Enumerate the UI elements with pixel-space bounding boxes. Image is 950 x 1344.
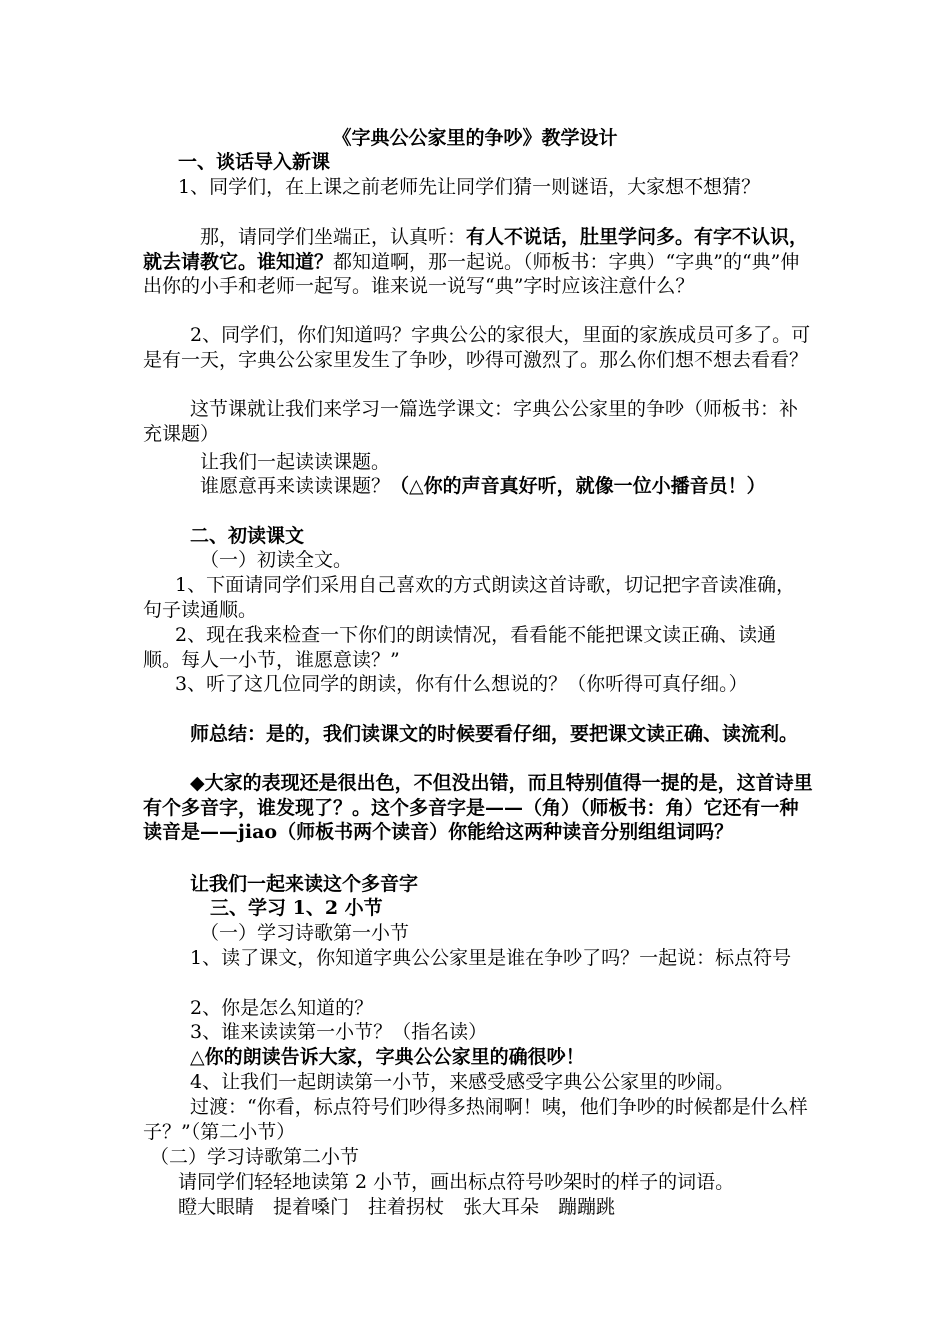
section-2-heading: 二、初读课文: [190, 525, 305, 547]
paragraph-text: 1、同学们，在上课之前老师先让同学们猜一则谜语，大家想不想猜？: [178, 176, 761, 198]
paragraph: 2、你是怎么知道的？: [190, 997, 374, 1019]
praise-text: （△你的声音真好听，就像一位小播音员！）: [390, 475, 766, 497]
riddle-text: 有人不说话，肚里学问多。有字不认识，就去请教它。谁知道？: [143, 226, 809, 273]
word-list: 瞪大眼睛 提着嗓门 拄着拐杖 张大耳朵 蹦蹦跳: [178, 1196, 616, 1218]
paragraph: 师总结：是的，我们读课文的时候要看仔细，要把课文读正确、读流利。: [190, 723, 799, 745]
subsection-heading: （一）初读全文。: [200, 549, 353, 571]
paragraph: 请同学们轻轻地读第 2 小节，画出标点符号吵架时的样子的词语。: [178, 1171, 735, 1193]
subsection-heading: （二）学习诗歌第二小节: [150, 1146, 360, 1168]
section-3-heading: 三、学习 1、2 小节: [210, 897, 383, 919]
paragraph: 让我们一起读读课题。: [200, 451, 391, 473]
paragraph: 让我们一起来读这个多音字: [190, 873, 419, 895]
paragraph: [143, 225, 813, 299]
paragraph: 4、让我们一起朗读第一小节，来感受感受字典公公家里的吵闹。: [190, 1071, 735, 1093]
paragraph-text: 谁愿意再来读读课题？: [200, 475, 391, 497]
paragraph: 这节课就让我们来学习一篇选学课文：字典公公家里的争吵（师板书：补充课题）: [143, 398, 799, 445]
paragraph: 3、谁来读读第一小节？（指名读）: [190, 1021, 488, 1043]
paragraph: [178, 175, 810, 200]
paragraph: [143, 474, 813, 499]
paragraph: 过渡：“你看，标点符号们吵得多热闹啊！咦，他们争吵的时候都是什么样子？”（第二小节）: [143, 1096, 808, 1143]
document-title: 《字典公公家里的争吵》教学设计: [332, 127, 618, 149]
paragraph: 1、下面请同学们采用自己喜欢的方式朗读这首诗歌，切记把字音读准确，句子读通顺。: [143, 574, 796, 621]
paragraph: 3、听了这几位同学的朗读，你有什么想说的？（你听得可真仔细。）: [175, 673, 748, 695]
subsection-heading: （一）学习诗歌第一小节: [200, 922, 410, 944]
paragraph: 2、同学们，你们知道吗？字典公公的家很大，里面的家族成员可多了。可是有一天，字典公公家里发生了争吵，吵得可激烈了。那么你们想不想去看看？: [143, 324, 811, 371]
paragraph: 1、读了课文，你知道字典公公家里是谁在争吵了吗？一起说：标点符号: [190, 947, 792, 969]
paragraph: △你的朗读告诉大家，字典公公家里的确很吵！: [190, 1046, 585, 1068]
paragraph-text: 那，请同学们坐端正，认真听：: [200, 226, 467, 248]
paragraph-text: 都知道啊，那一起说。（师板书：字典）“字典”的“典”伸出你的小手和老师一起写。谁来说一说写“典”字时应该注意什么？: [143, 250, 800, 297]
section-1-heading: 一、谈话导入新课: [178, 151, 331, 173]
paragraph: 2、现在我来检查一下你们的朗读情况，看看能不能把课文读正确、读通顺。每人一小节，谁愿意读？”: [143, 624, 777, 671]
paragraph: ◆大家的表现还是很出色，不但没出错，而且特别值得一提的是，这首诗里有个多音字，谁发现了？。这个多音字是——（角）（师板书：角）它还有一种读音是——jiao（师板书两个读音）你能给这两种读音分别组组词吗？: [143, 772, 813, 843]
